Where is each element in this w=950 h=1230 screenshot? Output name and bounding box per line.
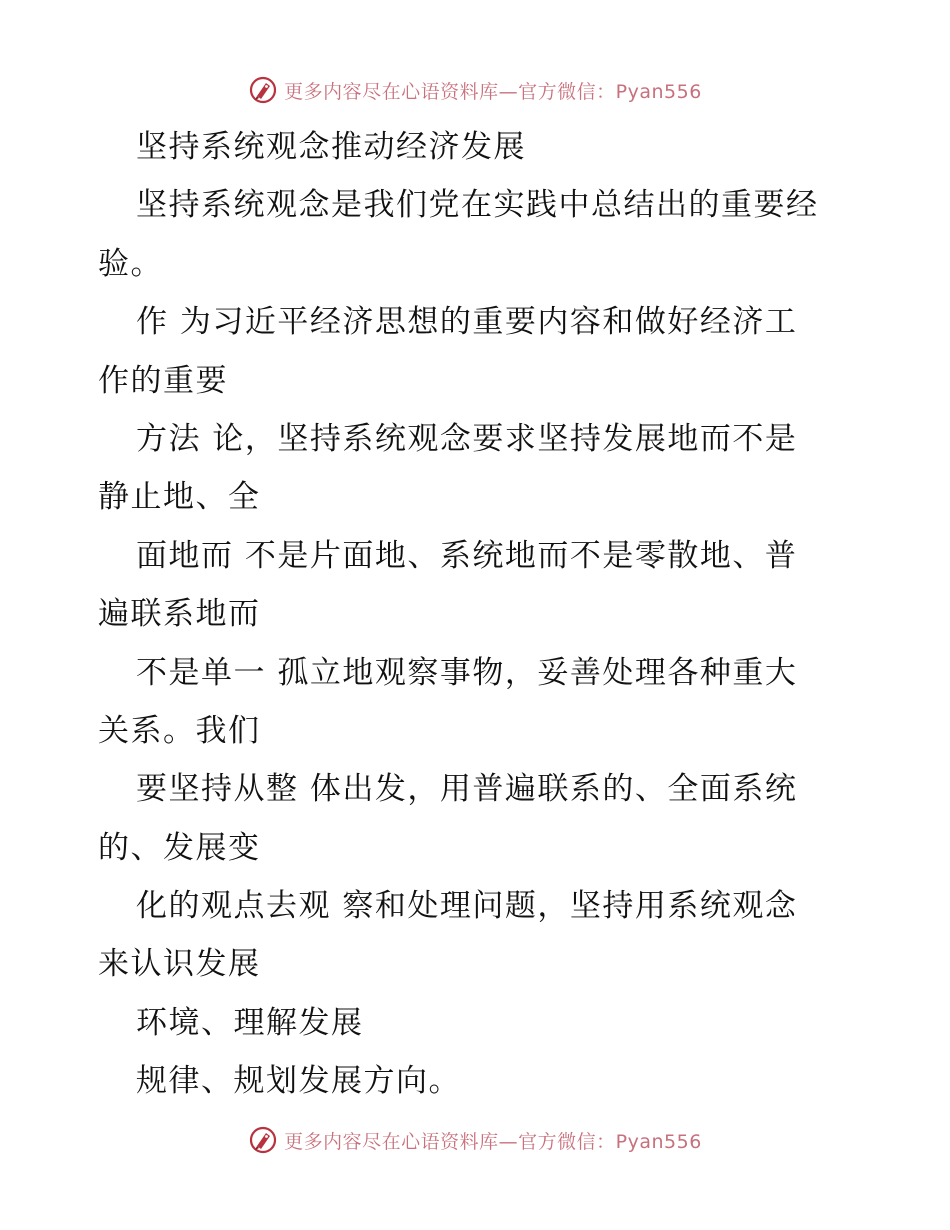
document-body: [98, 118, 858, 1111]
paragraph-line: 方法 论，坚持系统观念要求坚持发展地而不是: [136, 420, 798, 457]
paragraph-line: 环境、理解发展: [136, 1004, 364, 1041]
paragraph-line: 关系。我们: [98, 712, 261, 749]
paragraph-line: 要坚持从整 体出发，用普遍联系的、全面系统: [136, 771, 798, 808]
footer-watermark-text: 更多内容尽在心语资料库—官方微信：Pyan556: [284, 1130, 702, 1153]
paragraph-line: 规律、规划发展方向。: [136, 1063, 461, 1100]
pen-nib-logo-icon: [248, 75, 278, 105]
paragraph-line: 作的重要: [98, 362, 228, 399]
paragraph-line: 遍联系地而: [98, 596, 261, 633]
document-title: 坚持系统观念推动经济发展: [136, 129, 526, 165]
header-watermark-text: 更多内容尽在心语资料库—官方微信：Pyan556: [284, 80, 702, 103]
footer-watermark-banner: [0, 1120, 950, 1160]
paragraph-line: 作 为习近平经济思想的重要内容和做好经济工: [136, 304, 798, 341]
paragraph-line: 静止地、全: [98, 479, 261, 516]
paragraph-line: 的、发展变: [98, 829, 261, 866]
header-watermark-banner: [0, 70, 950, 110]
pen-nib-logo-icon: [248, 1125, 278, 1155]
paragraph-line: 化的观点去观 察和处理问题，坚持用系统观念: [136, 888, 798, 925]
paragraph-line: 面地而 不是片面地、系统地而不是零散地、普: [136, 537, 798, 574]
paragraph-line: 来认识发展: [98, 946, 261, 983]
paragraph-line: 不是单一 孤立地观察事物，妥善处理各种重大: [136, 654, 798, 691]
paragraph-line: 验。: [98, 245, 163, 282]
paragraph-line: 坚持系统观念是我们党在实践中总结出的重要经: [136, 187, 819, 224]
